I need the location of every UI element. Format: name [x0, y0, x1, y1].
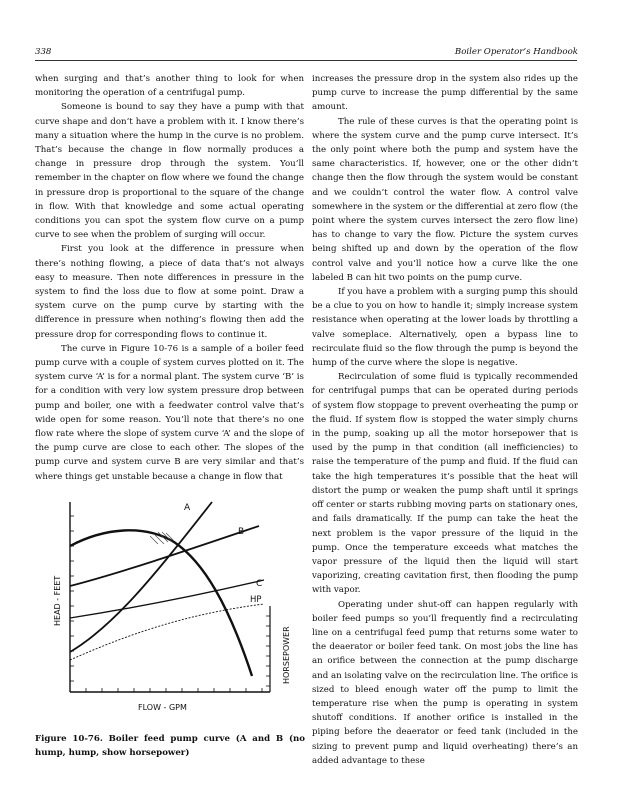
paragraph: If you have a problem with a surging pump this should be a clue to you on how to handle it; simply increase system resistance when operating at the lower loads by throttling a valve someplace. Alternatively, open a bypass line to recirculate fluid so the flow through the pump is beyond the hump of the curve where the slope is negative.	[312, 287, 578, 369]
right-column	[312, 72, 578, 768]
curve-label-a: A	[184, 503, 191, 513]
x-axis-label: FLOW - GPM	[138, 703, 187, 712]
curve-label-c: C	[256, 579, 263, 589]
paragraph: increases the pressure drop in the system also rides up the pump curve to increase the pump differential by the same amount.	[312, 74, 578, 113]
page-number: 338	[35, 47, 52, 57]
curve-label-b: B	[238, 527, 245, 537]
system-curve-a	[70, 502, 212, 652]
header-rule	[35, 60, 577, 61]
curve-c	[70, 580, 264, 618]
right-axis-label: HORSEPOWER	[282, 626, 291, 684]
paragraph: Recirculation of some fluid is typically recommended for centrifugal pumps that can be operated during periods of system flow stoppage to prevent overheating the pump or the fluid. If system flow is stopped the water simply churns in the pump, soaking up all the motor horsepower that is used by the pump in that condition (all inefficiencies) to raise the temperature of the pump and fluid. If the fluid can take the high temperatures it’s possible that the heat will distort the pump or weaken the pump shaft until it springs off center or starts rubbing moving parts on stationary ones, and fails dramatically. If the pump can take the heat the next problem is the vapor pressure of the liquid in the pump. Once the temperature exceeds what matches the vapor pressure of the liquid then the liquid will start vaporizing, creating cavitation first, then flooding the pump with vapor.	[312, 372, 578, 596]
pump-curve-figure	[34, 476, 304, 726]
paragraph: The rule of these curves is that the operating point is where the system curve and the pump curve intersect. It’s the only point where both the pump and system have the same characteristics. If, however, one or the other didn’t change then the flow through the system would be constant and we couldn’t control the water flow. A control valve somewhere in the system or the differential at zero flow (the point where the system curves intersect the zero flow line) has to change to vary the flow. Picture the system curves being shifted up and down by the operation of the flow control valve and you’ll notice how a curve like the one labeled B can hit two points on the pump curve.	[312, 116, 578, 283]
figure-caption: Figure 10-76. Boiler feed pump curve (A and B (no hump, hump, show horsepower)	[35, 734, 305, 758]
paragraph: when surging and that’s another thing to look for when monitoring the operation of a centrifugal pump.	[35, 74, 304, 99]
left-column	[35, 72, 304, 484]
pump-curve	[70, 530, 252, 676]
paragraph: Someone is bound to say they have a pump with that curve shape and don’t have a problem with it. I know there’s many a situation where the hump in the curve is no problem. That’s because the change in flow normally produces a change in pressure drop through the system. You’ll remember in the chapter on flow where we found the change in pressure drop is proportional to the square of the change in flow. With that knowledge and some actual operating conditions you can spot the system flow curve on a pump curve to see when the problem of surging will occur.	[35, 102, 304, 241]
y-axis-label: HEAD - FEET	[53, 575, 62, 626]
paragraph: First you look at the difference in pressure when there’s nothing flowing, a piece of data that’s not always easy to measure. Then note differences in pressure in the system to find the loss due to flow at some point. Draw a system curve on the pump curve by starting with the difference in pressure when nothing’s flowing then add the pressure drop for corresponding flows to continue it.	[35, 244, 304, 340]
paragraph: Operating under shut-off can happen regularly with boiler feed pumps so you’ll frequently find a recirculating line on a centrifugal feed pump that returns some water to the deaerator or boiler feed tank. On most jobs the line has an orifice between the connection at the pump discharge and an isolating valve on the recirculation line. The orifice is sized to bleed enough water off the pump to limit the temperature rise when the pump is operating in system shutoff conditions. If another orifice is installed in the piping before the deaerator or feed tank (included in the sizing to prevent pump and liquid overheating) there’s an added advantage to these	[312, 599, 579, 766]
running-header-title: Boiler Operator’s Handbook	[454, 47, 578, 57]
curve-label-hp: HP	[250, 595, 262, 605]
paragraph: The curve in Figure 10-76 is a sample of a boiler feed pump curve with a couple of system curves plotted on it. The system curve ‘A’ is for a normal plant. The system curve ‘B’ is for a condition with very low system pressure drop between pump and boiler, one with a feedwater control valve that’s wide open for some reason. You’ll note that there’s no one flow rate where the slope of system curve ‘A’ and the slope of the pump curve are close to each other. The slopes of the pump curve and system curve B are very similar and that’s where things get unstable because a change in flow that	[35, 343, 304, 482]
